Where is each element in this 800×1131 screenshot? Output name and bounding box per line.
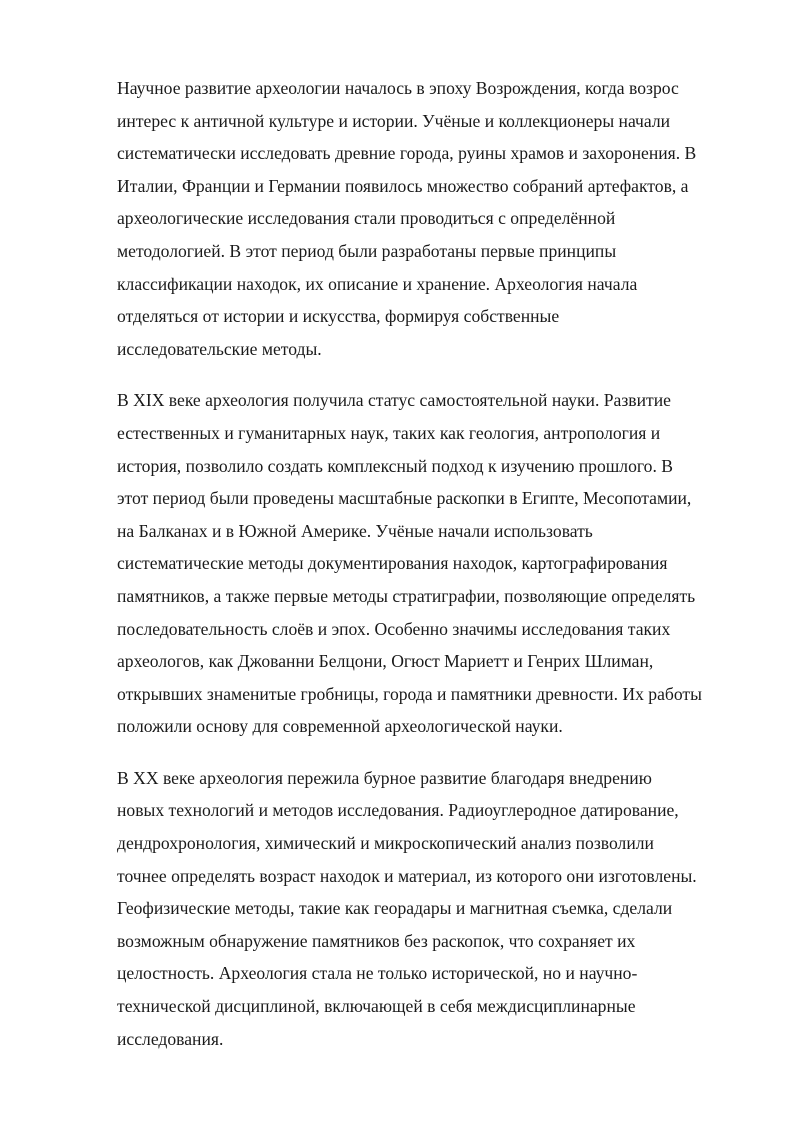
paragraph-renaissance <box>117 72 745 365</box>
text-line: технической дисциплиной, включающей в себя междисциплинарные <box>117 996 636 1017</box>
text-line: В XIX веке археология получила статус самостоятельной науки. Развитие <box>117 390 671 411</box>
text-line: положили основу для современной археологической науки. <box>117 716 563 737</box>
text-line: естественных и гуманитарных наук, таких как геология, антропология и <box>117 422 661 443</box>
text-line: исследовательские методы. <box>117 338 322 359</box>
paragraph-20th-century <box>117 762 745 1055</box>
text-line: В XX веке археология пережила бурное развитие благодаря внедрению <box>117 767 652 788</box>
text-line: дендрохронология, химический и микроскопический анализ позволили <box>117 833 654 854</box>
text-line: на Балканах и в Южной Америке. Учёные начали использовать <box>117 520 593 541</box>
text-line: точнее определять возраст находок и материал, из которого они изготовлены. <box>117 865 697 886</box>
text-line: этот период были проведены масштабные раскопки в Египте, Месопотамии, <box>117 488 692 509</box>
document-body <box>117 72 745 1074</box>
text-line: возможным обнаружение памятников без раскопок, что сохраняет их <box>117 930 636 951</box>
text-line: целостность. Археология стала не только исторической, но и научно- <box>117 963 638 984</box>
text-line: систематические методы документирования находок, картографирования <box>117 553 668 574</box>
text-line: открывших знаменитые гробницы, города и памятники древности. Их работы <box>117 683 702 704</box>
text-line: новых технологий и методов исследования. Радиоуглеродное датирование, <box>117 800 679 821</box>
paragraph-19th-century <box>117 384 745 743</box>
text-line: классификации находок, их описание и хранение. Археология начала <box>117 273 638 294</box>
text-line: последовательность слоёв и эпох. Особенно значимы исследования таких <box>117 618 671 639</box>
text-line: история, позволило создать комплексный подход к изучению прошлого. В <box>117 455 673 476</box>
text-line: интерес к античной культуре и истории. Учёные и коллекционеры начали <box>117 110 671 131</box>
text-line: Геофизические методы, такие как георадары и магнитная съемка, сделали <box>117 898 673 919</box>
text-line: Италии, Франции и Германии появилось множество собраний артефактов, а <box>117 175 689 196</box>
text-line: исследования. <box>117 1028 224 1049</box>
text-line: археологов, как Джованни Белцони, Огюст Мариетт и Генрих Шлиман, <box>117 651 654 672</box>
text-line: методологией. В этот период были разработаны первые принципы <box>117 240 617 261</box>
text-line: Научное развитие археологии началось в эпоху Возрождения, когда возрос <box>117 78 679 98</box>
text-line: памятников, а также первые методы стратиграфии, позволяющие определять <box>117 585 696 606</box>
text-line: отделяться от истории и искусства, формируя собственные <box>117 306 560 327</box>
text-line: археологические исследования стали проводиться с определённой <box>117 208 616 229</box>
text-line: систематически исследовать древние города, руины храмов и захоронения. В <box>117 143 697 164</box>
